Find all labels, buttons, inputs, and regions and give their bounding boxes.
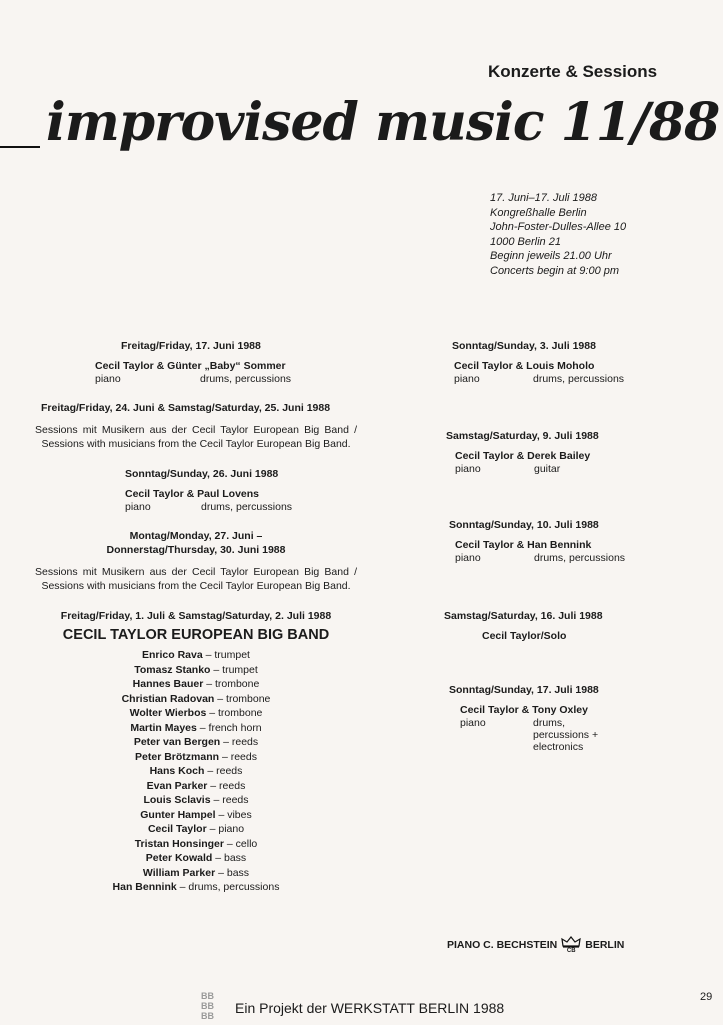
band-member: Hannes Bauer – trombone (132, 678, 260, 690)
band-member: Evan Parker – reeds (146, 779, 246, 792)
sponsor-name: PIANO C. BECHSTEIN (447, 939, 558, 951)
band-member: Peter Brötzmann – reeds (135, 750, 257, 763)
footer (201, 991, 504, 1025)
instrument: drums, percussions + electronics (533, 717, 599, 753)
instrument: drums, percussions (201, 501, 293, 513)
instrument: piano (454, 373, 480, 385)
venue-info (490, 191, 626, 279)
concert-date: Sonntag/Sunday, 17. Juli 1988 (449, 684, 599, 696)
instrument: drums, percussions (533, 373, 625, 385)
session-text: Sessions mit Musikern aus der Cecil Taylor European Big Band / Sessions with musicians from the Cecil Taylor European Big Band. (35, 566, 357, 592)
concert-date: Sonntag/Sunday, 26. Juni 1988 (125, 468, 279, 480)
band-member: Peter Kowald – bass (145, 852, 247, 864)
big-band-name: CECIL TAYLOR EUROPEAN BIG BAND (62, 627, 330, 643)
band-member: William Parker – bass (142, 866, 250, 879)
concert-instruments (449, 717, 649, 753)
session-date: Donnerstag/Thursday, 30. Juni 1988 (106, 544, 286, 556)
concert-date: Freitag/Friday, 17. Juni 1988 (121, 340, 261, 352)
instrument: piano (455, 552, 481, 564)
concert-performers: Cecil Taylor/Solo (482, 630, 567, 642)
band-member: Hans Koch – reeds (149, 765, 243, 777)
instrument: piano (460, 717, 486, 729)
concert-date: Sonntag/Sunday, 10. Juli 1988 (449, 519, 599, 531)
werkstatt-logo-icon: BB BB BB (201, 991, 214, 1021)
info-line: John-Foster-Dulles-Allee 10 (490, 221, 627, 234)
left-column (35, 339, 357, 895)
instrument: piano (455, 463, 481, 475)
instrument: drums, percussions (534, 552, 626, 564)
band-member: Peter van Bergen – reeds (133, 736, 259, 748)
concert-entry (449, 518, 649, 564)
concert-date: Samstag/Saturday, 16. Juli 1988 (444, 610, 603, 622)
concert-instruments (95, 373, 357, 385)
session-entry (35, 401, 357, 451)
band-member: Wolter Wierbos – trombone (129, 707, 263, 719)
concert-entry (444, 609, 644, 642)
instrument: drums, percussions (200, 373, 292, 385)
band-member: Martin Mayes – french horn (130, 721, 262, 734)
info-line: 17. Juni–17. Juli 1988 (490, 192, 598, 204)
subtitle: Konzerte & Sessions (488, 62, 658, 81)
session-date: Freitag/Friday, 24. Juni & Samstag/Saturday, 25. Juni 1988 (41, 402, 331, 414)
session-date: Montag/Monday, 27. Juni – (129, 530, 263, 542)
concert-entry (449, 683, 649, 753)
page-number: 29 (700, 991, 713, 1003)
concert-performers: Cecil Taylor & Han Bennink (455, 539, 592, 551)
instrument: guitar (534, 463, 561, 475)
instrument: piano (125, 501, 151, 513)
concert-date: Samstag/Saturday, 9. Juli 1988 (446, 430, 599, 442)
band-member: Louis Sclavis – reeds (143, 794, 249, 806)
session-text: Sessions mit Musikern aus der Cecil Taylor European Big Band / Sessions with musicians from the Cecil Taylor European Big Band. (35, 424, 357, 450)
concert-instruments (446, 463, 646, 475)
sponsor-line (447, 936, 624, 954)
band-member: Tomasz Stanko – trumpet (134, 663, 258, 676)
concert-performers: Cecil Taylor & Günter „Baby“ Sommer (95, 360, 286, 372)
footer-text: Ein Projekt der WERKSTATT BERLIN 1988 (235, 1000, 505, 1016)
big-band-entry (35, 609, 357, 895)
concert-entry (446, 429, 646, 475)
page-title: improvised music 11/88 (40, 88, 723, 158)
info-line: Beginn jeweils 21.00 Uhr (490, 250, 612, 263)
concert-performers: Cecil Taylor & Paul Lovens (125, 488, 260, 500)
concert-performers: Cecil Taylor & Louis Moholo (454, 360, 595, 372)
band-member: Cecil Taylor – piano (147, 823, 245, 835)
big-band-date: Freitag/Friday, 1. Juli & Samstag/Saturday, 2. Juli 1988 (60, 610, 332, 622)
info-line: Concerts begin at 9:00 pm (490, 264, 620, 277)
concert-entry (35, 467, 357, 513)
instrument: piano (95, 373, 121, 385)
band-member: Enrico Rava – trumpet (142, 649, 250, 661)
band-member: Tristan Honsinger – cello (134, 837, 258, 850)
info-line: Kongreßhalle Berlin (490, 206, 587, 219)
band-member: Gunter Hampel – vibes (140, 808, 252, 821)
concert-performers: Cecil Taylor & Tony Oxley (460, 704, 588, 716)
concert-instruments (125, 501, 357, 513)
concert-instruments (452, 373, 652, 385)
concert-instruments (449, 552, 649, 564)
concert-performers: Cecil Taylor & Derek Bailey (455, 450, 591, 462)
info-line: 1000 Berlin 21 (490, 235, 561, 248)
concert-date: Sonntag/Sunday, 3. Juli 1988 (452, 340, 596, 352)
band-member: Han Bennink – drums, percussions (112, 881, 280, 893)
sponsor-city: BERLIN (585, 939, 625, 951)
crown-crest-icon: CB (561, 936, 581, 954)
band-member: Christian Radovan – trombone (121, 692, 271, 705)
concert-entry (35, 339, 357, 385)
session-entry (35, 529, 357, 593)
concert-entry (452, 339, 652, 385)
